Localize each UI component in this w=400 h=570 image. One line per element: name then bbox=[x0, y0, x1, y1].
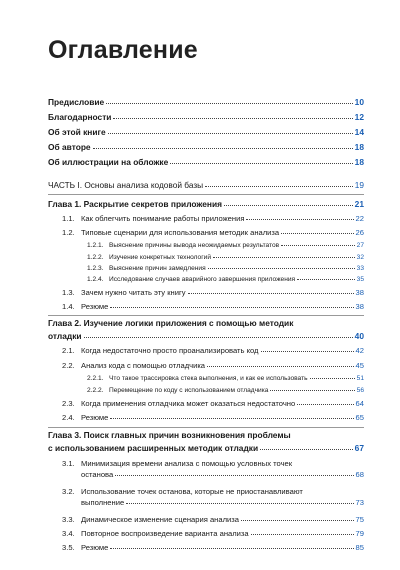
toc-entry-label: Выяснение причины вывода неожидаемых результатов bbox=[109, 242, 280, 249]
toc-page-number: 26 bbox=[355, 228, 364, 237]
toc-entry-1-1[interactable]: 1.1. Как облегчить понимание работы приложения 22 bbox=[62, 214, 364, 223]
toc-entry-chapter-3[interactable] bbox=[48, 430, 364, 453]
toc-entry-1-3[interactable]: 1.3. Зачем нужно читать эту книгу 38 bbox=[62, 288, 364, 297]
toc-entry-label: Об авторе bbox=[48, 142, 91, 152]
toc-entry-1-4[interactable]: 1.4. Резюме 38 bbox=[62, 302, 364, 311]
toc-entry-1-2-2[interactable]: 1.2.2. Изучение конкретных технологий 32 bbox=[87, 254, 364, 261]
toc-entry-label: Глава 3. Поиск главных причин возникновения проблемы bbox=[48, 430, 291, 440]
toc-page-number: 79 bbox=[355, 529, 364, 538]
toc-entry-label: Динамическое изменение сценария анализа bbox=[81, 515, 239, 524]
toc-entry-label: ЧАСТЬ I. Основы анализа кодовой базы bbox=[48, 180, 204, 190]
toc-page-number: 19 bbox=[354, 180, 364, 190]
toc-entry-preface[interactable] bbox=[48, 97, 364, 107]
toc-entry-2-4[interactable]: 2.4. Резюме 65 bbox=[62, 413, 364, 422]
divider bbox=[48, 194, 364, 195]
toc-page-number: 21 bbox=[354, 199, 364, 209]
toc-entry-2-2[interactable]: 2.2. Анализ кода с помощью отладчика 45 bbox=[62, 361, 364, 370]
toc-entry-part-1[interactable] bbox=[48, 180, 364, 190]
toc-entry-label: Типовые сценарии для использования методик анализа bbox=[81, 228, 280, 237]
toc-entry-label: Об этой книге bbox=[48, 127, 106, 137]
toc-page-number: 38 bbox=[355, 288, 364, 297]
toc-page-number: 18 bbox=[354, 142, 364, 152]
toc-entry-acknowledgements[interactable] bbox=[48, 112, 364, 122]
toc-page-number: 64 bbox=[355, 399, 364, 408]
toc-entry-1-2-1[interactable]: 1.2.1. Выяснение причины вывода неожидаемых результатов 27 bbox=[87, 242, 364, 249]
toc-entry-label: Что такое трассировка стека выполнения, и как ее использовать bbox=[109, 375, 308, 382]
toc-entry-label: Выяснение причин замедления bbox=[109, 265, 206, 272]
toc-page-number: 45 bbox=[355, 361, 364, 370]
toc-entry-label: Когда применения отладчика может оказаться недостаточно bbox=[81, 399, 296, 408]
toc-entry-label: Благодарности bbox=[48, 112, 112, 122]
toc-entry-2-3[interactable]: 2.3. Когда применения отладчика может оказаться недостаточно 64 bbox=[62, 399, 364, 408]
divider bbox=[48, 427, 364, 428]
toc-entry-3-1[interactable]: 3.1. Минимизация времени анализа с помощью условных точек останова 68 bbox=[62, 459, 364, 479]
toc-entry-chapter-2[interactable] bbox=[48, 318, 364, 341]
toc-entry-2-2-2[interactable]: 2.2.2. Перемещение по коду с использованием отладчика 56 bbox=[87, 387, 364, 394]
toc-page-number: 18 bbox=[354, 157, 364, 167]
toc-page-number: 12 bbox=[354, 112, 364, 122]
toc-page-number: 33 bbox=[356, 265, 364, 272]
toc-page-number: 85 bbox=[355, 543, 364, 552]
toc-page-number: 27 bbox=[356, 242, 364, 249]
toc-entry-1-2-4[interactable]: 1.2.4. Исследование случаев аварийного завершения приложения 35 bbox=[87, 276, 364, 283]
toc-entry-label: Предисловие bbox=[48, 97, 105, 107]
toc-entry-label: Резюме bbox=[81, 413, 109, 422]
toc-entry-about-book[interactable] bbox=[48, 127, 364, 137]
toc-page-number: 56 bbox=[356, 387, 364, 394]
toc-entry-3-3[interactable]: 3.3. Динамическое изменение сценария анализа 75 bbox=[62, 515, 364, 524]
toc-page-number: 51 bbox=[356, 375, 364, 382]
toc-entry-2-2-1[interactable]: 2.2.1. Что такое трассировка стека выполнения, и как ее использовать 51 bbox=[87, 375, 364, 382]
toc-page-number: 22 bbox=[355, 214, 364, 223]
toc-entry-label: Зачем нужно читать эту книгу bbox=[81, 288, 186, 297]
toc-page-number: 35 bbox=[356, 276, 364, 283]
toc-entry-chapter-1[interactable] bbox=[48, 199, 364, 209]
toc-entry-label: Перемещение по коду с использованием отладчика bbox=[109, 387, 269, 394]
toc-page-number: 73 bbox=[355, 498, 364, 507]
toc-entry-label: Исследование случаев аварийного завершения приложения bbox=[109, 276, 296, 283]
toc-entry-label: Анализ кода с помощью отладчика bbox=[81, 361, 206, 370]
toc-page-number: 68 bbox=[355, 470, 364, 479]
toc-page-number: 14 bbox=[354, 127, 364, 137]
toc-entry-label: Минимизация времени анализа с помощью условных точек bbox=[81, 459, 293, 468]
toc-entry-label-continued: с использованием расширенных методик отладки bbox=[48, 443, 259, 453]
toc-entry-label-continued: выполнение bbox=[81, 498, 125, 507]
toc-entry-label: Об иллюстрации на обложке bbox=[48, 157, 169, 167]
toc-page-number: 40 bbox=[354, 331, 364, 341]
toc-page-number: 67 bbox=[354, 443, 364, 453]
toc-entry-label: Резюме bbox=[81, 543, 109, 552]
toc-page-number: 75 bbox=[355, 515, 364, 524]
toc-page-number: 38 bbox=[355, 302, 364, 311]
toc-entry-label: Когда недостаточно просто проанализировать код bbox=[81, 346, 259, 355]
toc-entry-3-4[interactable]: 3.4. Повторное воспроизведение варианта анализа 79 bbox=[62, 529, 364, 538]
toc-entry-cover-illustration[interactable] bbox=[48, 157, 364, 167]
toc-page-number: 32 bbox=[356, 254, 364, 261]
toc-entry-label: Глава 2. Изучение логики приложения с помощью методик bbox=[48, 318, 294, 328]
toc-entry-about-author[interactable] bbox=[48, 142, 364, 152]
toc-entry-2-1[interactable]: 2.1. Когда недостаточно просто проанализировать код 42 bbox=[62, 346, 364, 355]
page-title: Оглавление bbox=[48, 36, 198, 64]
toc-entry-label: Использование точек останова, которые не приостанавливают bbox=[81, 487, 303, 496]
toc-entry-label: Как облегчить понимание работы приложения bbox=[81, 214, 245, 223]
toc-entry-label: Изучение конкретных технологий bbox=[109, 254, 211, 261]
toc-entry-1-2[interactable]: 1.2. Типовые сценарии для использования методик анализа 26 bbox=[62, 228, 364, 237]
toc-entry-label-continued: отладки bbox=[48, 331, 82, 341]
toc-entry-label: Глава 1. Раскрытие секретов приложения bbox=[48, 199, 222, 209]
toc-entry-label-continued: останова bbox=[81, 470, 114, 479]
toc-entry-label: Резюме bbox=[81, 302, 109, 311]
toc-page-number: 10 bbox=[354, 97, 364, 107]
toc-entry-3-2[interactable]: 3.2. Использование точек останова, которые не приостанавливают выполнение 73 bbox=[62, 487, 364, 507]
toc-page-number: 65 bbox=[355, 413, 364, 422]
toc-page-number: 42 bbox=[355, 346, 364, 355]
toc-entry-1-2-3[interactable]: 1.2.3. Выяснение причин замедления 33 bbox=[87, 265, 364, 272]
divider bbox=[48, 315, 364, 316]
toc-entry-label: Повторное воспроизведение варианта анализа bbox=[81, 529, 249, 538]
toc-entry-3-5[interactable]: 3.5. Резюме 85 bbox=[62, 543, 364, 552]
